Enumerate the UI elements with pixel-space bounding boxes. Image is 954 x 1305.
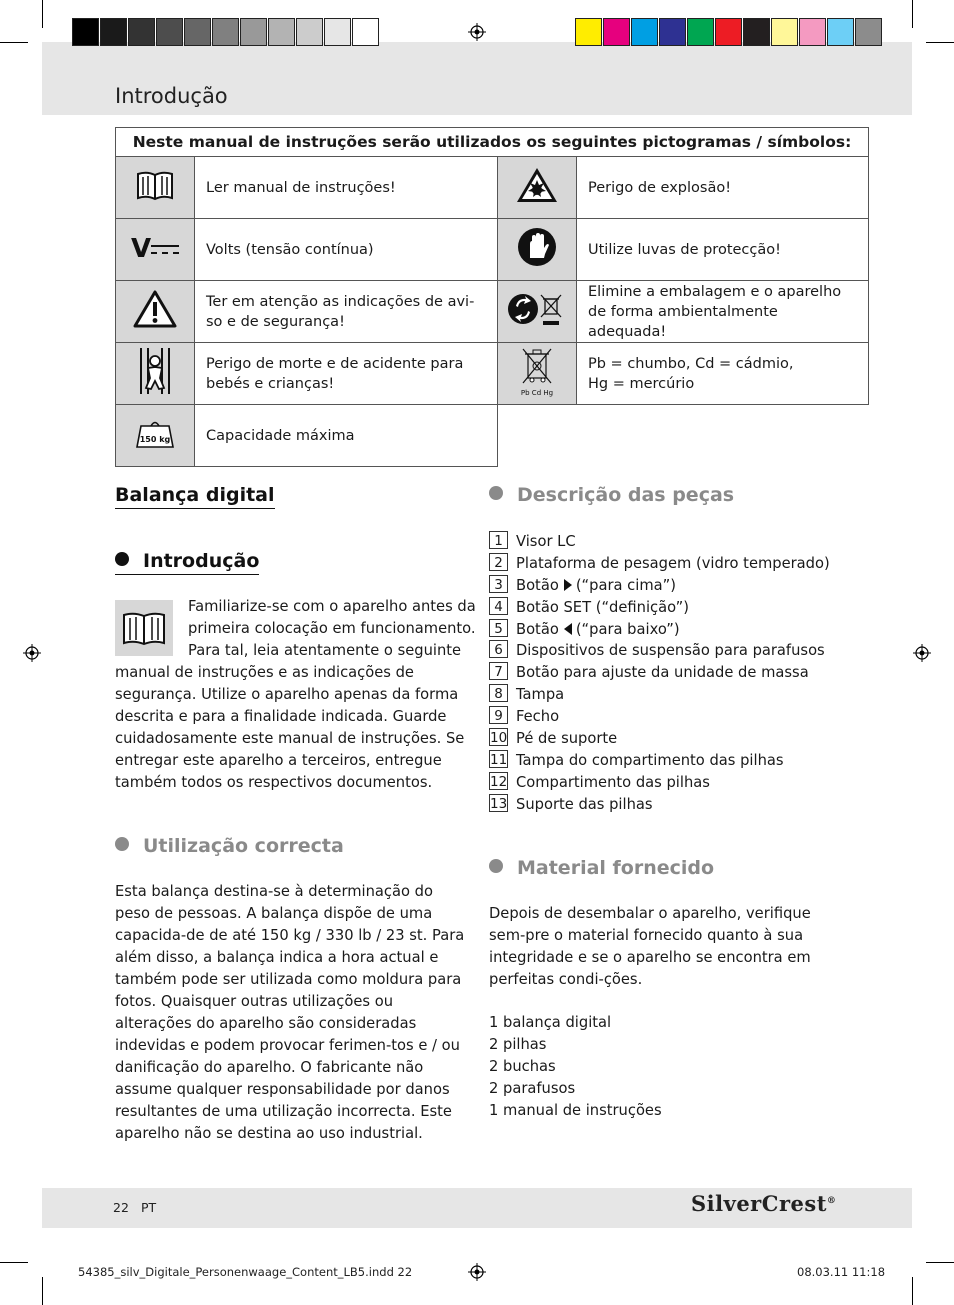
color-swatch [100, 18, 127, 46]
intro-text-line: primeira colocação em funcionamento. [188, 620, 476, 637]
max-weight-icon [135, 416, 175, 450]
pictogram-table [115, 127, 869, 467]
pictogram-cell [116, 281, 195, 343]
part-number: 8 [489, 684, 508, 702]
pictogram-text-line: Pb = chumbo, Cd = cádmio, [588, 355, 794, 372]
part-label: Tampa do compartimento das pilhas [516, 751, 784, 769]
pictogram-cell [498, 157, 577, 219]
pictogram-text: Utilize luvas de protecção! [577, 219, 869, 281]
print-date: 08.03.11 11:18 [797, 1265, 886, 1279]
section-title: Introdução [143, 550, 260, 572]
registration-mark-icon [468, 23, 486, 41]
part-label: (“para cima”) [575, 576, 676, 594]
color-swatch [128, 18, 155, 46]
supplied-list [489, 1012, 834, 1122]
warning-triangle-icon [133, 289, 177, 329]
list-item [489, 706, 830, 728]
color-swatch [268, 18, 295, 46]
color-swatch [240, 18, 267, 46]
gloves-icon [516, 226, 558, 268]
supplied-text: Depois de desembalar o aparelho, verifique sem-pre o material fornecido quanto à sua integridade e se o aparelho se encontra em perfeitas condi-ções. [489, 905, 811, 988]
part-number: 6 [489, 640, 508, 658]
part-label: Tampa [516, 686, 565, 704]
color-swatch [603, 18, 630, 46]
part-number: 7 [489, 662, 508, 680]
list-item [489, 640, 830, 662]
color-swatch [687, 18, 714, 46]
brand-logo [691, 1191, 836, 1216]
section-heading-material [489, 857, 714, 879]
section-heading-utilizacao [115, 835, 344, 857]
part-number: 2 [489, 553, 508, 571]
list-item [489, 597, 830, 619]
part-number: 4 [489, 597, 508, 615]
list-item: 1 balança digital [489, 1014, 612, 1031]
intro-text: manual de instruções e as indicações de segurança. Utilize o aparelho apenas da forma descrita e para a finalidade indicada. Guarde cuidadosamente este manual de instruções. Se entregar este aparelho a terceiros, entregue também todos os respectivos documentos. [115, 664, 465, 791]
color-swatch [659, 18, 686, 46]
color-swatch [743, 18, 770, 46]
bullet-dot-icon [489, 486, 503, 500]
svg-text:V: V [131, 233, 152, 262]
color-swatch [855, 18, 882, 46]
pictogram-cell [116, 219, 195, 281]
part-number: 12 [490, 773, 508, 790]
pictogram-text: Volts (tensão contínua) [195, 219, 498, 281]
color-swatch [184, 18, 211, 46]
brand-name: SilverCrest [691, 1191, 827, 1216]
part-label: (“para baixo”) [575, 620, 680, 638]
color-swatch [631, 18, 658, 46]
crop-mark [42, 1277, 43, 1305]
color-swatch [156, 18, 183, 46]
part-label: Compartimento das pilhas [516, 773, 710, 791]
pictogram-text: Capacidade máxima [195, 405, 498, 467]
part-label: Dispositivos de suspensão para parafusos [516, 642, 825, 660]
empty-cell [498, 405, 869, 467]
brand-mark: ® [826, 1196, 837, 1206]
list-item: 1 manual de instruções [489, 1102, 662, 1119]
part-number: 1 [489, 531, 508, 549]
list-item [489, 772, 830, 794]
arrow-left-icon [563, 623, 573, 635]
bullet-dot-icon [115, 552, 129, 566]
part-number: 5 [489, 619, 508, 637]
crop-mark [42, 0, 43, 28]
explosion-icon [515, 166, 559, 204]
part-label: Visor LC [516, 533, 576, 550]
pictogram-text: Elimine a embalagem e o aparelho de forma ambientalmente adequada! [577, 281, 869, 343]
list-item: 2 parafusos [489, 1080, 576, 1097]
part-label: Botão SET (“definição”) [516, 598, 689, 616]
color-swatch [352, 18, 379, 46]
pictogram-cell [498, 343, 577, 405]
color-swatch [296, 18, 323, 46]
part-label: Botão [516, 576, 559, 594]
pictogram-text-line: Hg = mercúrio [588, 375, 695, 392]
pictogram-text: Ler manual de instruções! [195, 157, 498, 219]
list-item [489, 728, 830, 750]
bin-label: Pb Cd Hg [520, 388, 554, 397]
color-swatch [72, 18, 99, 46]
list-item [489, 575, 830, 597]
part-label: Suporte das pilhas [516, 795, 653, 813]
part-label: Pé de suporte [516, 730, 618, 748]
pictogram-text: Ter em atenção as indicações de avi-so e de segurança! [195, 281, 498, 343]
list-item [489, 662, 830, 684]
crop-mark [0, 42, 28, 43]
part-number: 10 [490, 730, 508, 747]
intro-text-line: Familiarize-se com o aparelho antes da [188, 598, 476, 615]
book-icon [115, 600, 173, 656]
pictogram-text: Perigo de explosão! [577, 157, 869, 219]
color-swatch [212, 18, 239, 46]
list-item [489, 794, 830, 816]
section-title: Material fornecido [517, 857, 715, 879]
pictogram-cell [116, 405, 195, 467]
registration-mark-icon [468, 1263, 486, 1281]
part-number: 9 [489, 706, 508, 724]
list-item: 2 buchas [489, 1058, 556, 1075]
color-swatch [827, 18, 854, 46]
registration-mark-icon [913, 644, 931, 662]
intro-text-line: Para tal, leia atentamente o seguinte [188, 642, 462, 659]
part-label: Botão para ajuste da unidade de massa [516, 664, 809, 682]
list-item: 2 pilhas [489, 1036, 547, 1053]
section-title: Descrição das peças [517, 484, 735, 506]
weight-label: 150 kg [139, 434, 171, 444]
pictogram-cell [116, 343, 195, 405]
part-label: Botão [516, 620, 559, 638]
volts-dc-icon [129, 232, 181, 262]
arrow-right-icon [563, 579, 573, 591]
part-label: Fecho [516, 708, 560, 726]
part-number: 11 [490, 751, 508, 768]
bullet-dot-icon [115, 837, 129, 851]
bullet-dot-icon [489, 859, 503, 873]
page-number: 22 [113, 1200, 129, 1215]
part-number: 13 [490, 795, 508, 812]
child-danger-icon [135, 346, 175, 396]
product-heading: Balança digital [115, 484, 275, 509]
page-title: Introdução [115, 84, 228, 108]
language-code: PT [141, 1200, 157, 1215]
recycle-icon [507, 289, 567, 329]
file-info: 54385_silv_Digitale_Personenwaage_Content_LB5.indd 22 [78, 1265, 413, 1279]
part-number: 3 [489, 575, 508, 593]
section-heading-pecas [489, 484, 734, 506]
color-swatch [575, 18, 602, 46]
pictogram-table-heading: Neste manual de instruções serão utilizados os seguintes pictogramas / símbolos: [116, 128, 869, 157]
list-item [489, 750, 830, 772]
pictogram-text: Perigo de morte e de acidente para bebés e crianças! [195, 343, 498, 405]
color-swatch [799, 18, 826, 46]
registration-mark-icon [23, 644, 41, 662]
color-swatch [715, 18, 742, 46]
part-label: Plataforma de pesagem (vidro temperado) [516, 554, 830, 572]
crop-mark [912, 0, 913, 28]
battery-bin-icon [513, 345, 561, 397]
book-icon [135, 168, 175, 202]
parts-list [489, 531, 830, 816]
crop-mark [926, 42, 954, 43]
pictogram-cell [498, 281, 577, 343]
pictogram-cell [116, 157, 195, 219]
list-item [489, 553, 830, 575]
crop-mark [0, 1262, 28, 1263]
color-swatch [771, 18, 798, 46]
section-title: Utilização correcta [143, 835, 344, 857]
usage-text: Esta balança destina-se à determinação do peso de pessoas. A balança dispõe de uma capacida-de de até 150 kg / 330 lb / 23 st. Para além disso, a balança indica a hora actual e também pode ser utilizada como moldura para fotos. Quaisquer outras utilizações ou alterações do aparelho são consideradas indevidas e podem provocar ferimen-tos e / ou danificação do aparelho. O fabricante não assume qualquer responsabilidade por danos resultantes de uma utilização incorrecta. Este aparelho não se destina ao uso industrial. [115, 883, 465, 1142]
crop-mark [912, 1277, 913, 1305]
list-item [489, 531, 830, 553]
list-item [489, 684, 830, 706]
pictogram-cell [498, 219, 577, 281]
list-item [489, 619, 830, 641]
color-swatch [324, 18, 351, 46]
crop-mark [926, 1262, 954, 1263]
section-heading-introducao [115, 550, 259, 575]
pictogram-text [577, 343, 869, 405]
